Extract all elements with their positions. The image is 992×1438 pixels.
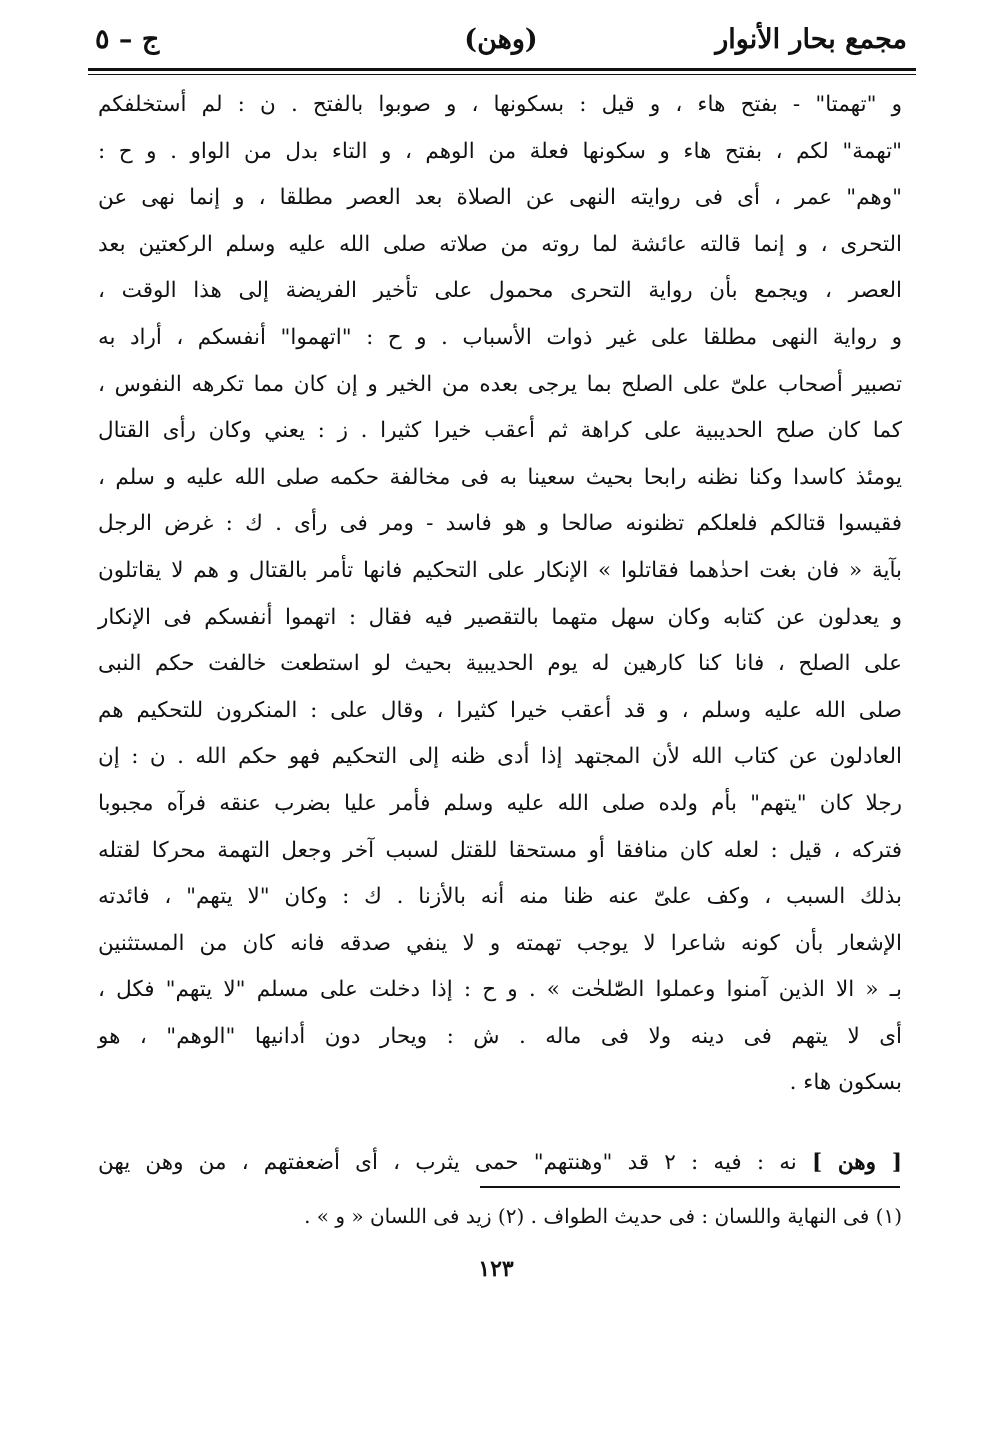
entry-headword: [ وهن ]	[811, 1150, 902, 1175]
text-line: تصبير أصحاب علىّ على الصلح بما يرجى بعده من الخير و إن كان مما تكرهه النفوس ،	[98, 371, 902, 397]
page-number: ١٢٣	[478, 1256, 514, 1282]
running-header	[95, 18, 907, 64]
header-rule	[88, 68, 916, 74]
entry-paragraph	[98, 1140, 902, 1186]
footnotes: (١) فى النهاية واللسان : فى حديث الطواف . (٢) زيد فى اللسان « و » .	[304, 1204, 902, 1228]
text-line: التحرى ، و إنما قالته عائشة لما روته من صلاته صلى الله عليه وسلم الركعتين بعد	[98, 231, 902, 257]
entry-word-heading: (وهن)	[464, 24, 538, 55]
book-title: مجمع بحار الأنوار	[715, 24, 907, 55]
text-line: بآية « فان بغت احدٰهما فقاتلوا » الإنكار على التحكيم فانها تأمر بالقتال و هم لا يقاتلون	[98, 557, 902, 583]
text-line: رجلا كان "يتهم" بأم ولده صلى الله عليه وسلم فأمر عليا بضرب عنقه فرآه مجبوبا	[98, 790, 902, 816]
text-line: الإشعار بأن كونه شاعرا لا يوجب تهمته و لا ينفي صدقه فانه كان من المستثنين	[98, 930, 902, 956]
footnote-rule	[480, 1186, 900, 1188]
text-line: كما كان صلح الحديبية على كراهة ثم أعقب خيرا كثيرا . ز : يعني وكان رأى القتال	[98, 418, 902, 444]
text-line: بسكون هاء .	[789, 1070, 902, 1096]
text-line: صلى الله عليه وسلم ، و قد أعقب خيرا كثيرا ، وقال على : المنكرون للتحكيم هم	[98, 697, 902, 723]
text-line: و رواية النهى مطلقا على غير ذوات الأسباب . و ح : "اتهموا" أنفسكم ، أراد به	[98, 324, 902, 350]
text-line: بذلك السبب ، وكف علىّ عنه ظنا منه أنه بالأزنا . ك : وكان "لا يتهم" ، فائدته	[98, 884, 902, 910]
text-line: العصر ، ويجمع بأن رواية التحرى محمول على تأخير الفريضة إلى هذا الوقت ،	[98, 278, 902, 304]
text-line: بـ « الا الذين آمنوا وعملوا الصّٰلحٰت » . و ح : إذا دخلت على مسلم "لا يتهم" فكل ،	[98, 977, 902, 1003]
text-line: "وهم" عمر ، أى فى روايته النهى عن الصلاة بعد العصر مطلقا ، و إنما نهى عن	[98, 185, 902, 211]
text-line: على الصلح ، فانا كنا كارهين له يوم الحديبية بحيث لو استطعت خالفت حكم النبى	[98, 651, 902, 677]
text-line: "تهمة" لكم ، بفتح هاء و سكونها فعلة من الوهم ، و التاء بدل من الواو . و ح :	[98, 138, 902, 164]
text-line: و يعدلون عن كتابه وكان سهل متهما بالتقصير فيه فقال : اتهموا أنفسكم فى الإنكار	[98, 604, 902, 630]
text-line: يومئذ كاسدا وكنا نظنه رابحا بحيث سعينا به فى مخالفة حكمه صلى الله عليه و سلم ،	[98, 464, 902, 490]
entry-text: نه : فيه : ٢ قد "وهنتهم" حمى يثرب ، أى أضعفتهم ، من وهن يهن	[98, 1150, 797, 1175]
main-text	[98, 82, 902, 1107]
volume-label: ج – ٥	[95, 24, 160, 55]
text-line: و "تهمتا" - بفتح هاء ، و قيل : بسكونها ، و صوبوا بالفتح . ن : لم أستخلفكم	[98, 92, 902, 117]
text-line: فقيسوا قتالكم فلعلكم تظنونه صالحا و هو فاسد - ومر فى رأى . ك : غرض الرجل	[98, 511, 902, 537]
text-line: العادلون عن كتاب الله لأن المجتهد إذا أدى ظنه إلى التحكيم فهو حكم الله . ن : إن	[98, 744, 902, 770]
text-line: فتركه ، قيل : لعله كان منافقا أو مستحقا للقتل لسبب آخر وجعل التهمة محركا لقتله	[98, 837, 902, 863]
text-line: أى لا يتهم فى دينه ولا فى ماله . ش : ويحار دون أدانيها "الوهم" ، هو	[98, 1023, 902, 1049]
